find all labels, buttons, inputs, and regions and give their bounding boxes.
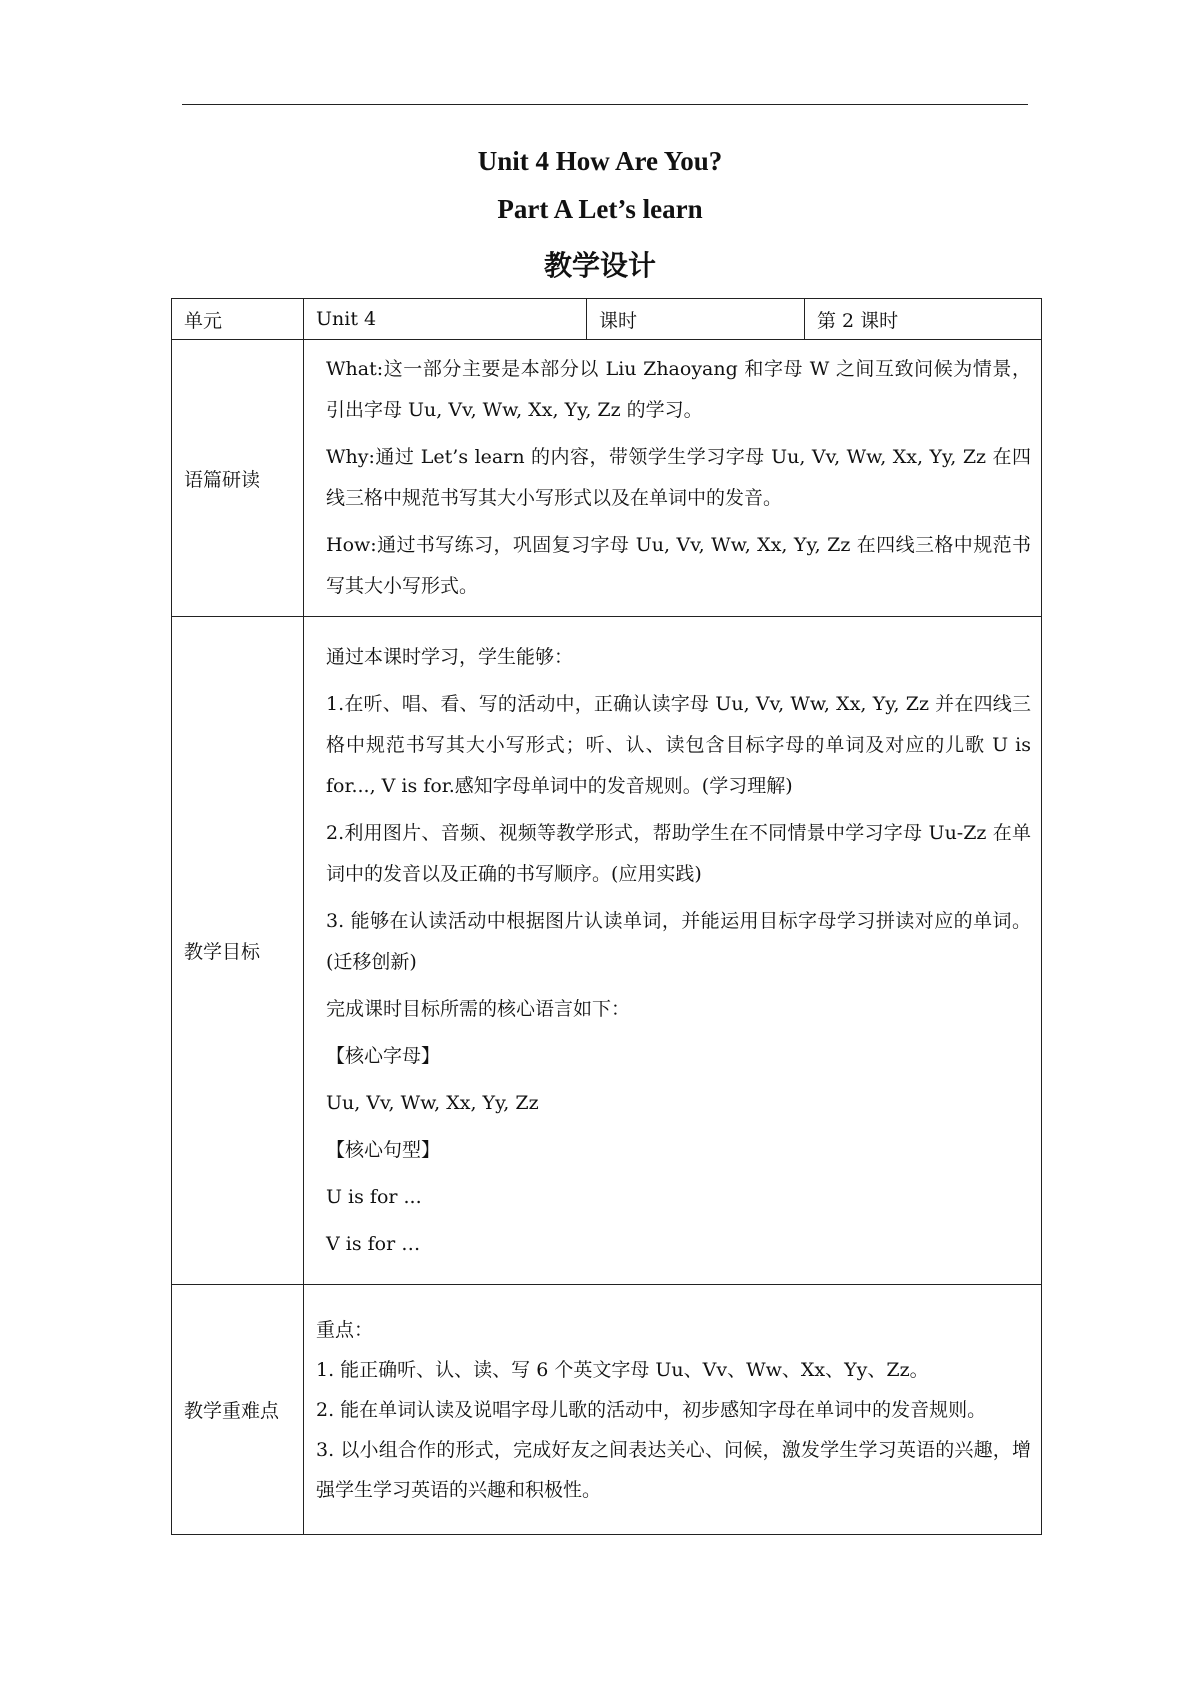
reading-label: 语篇研读	[172, 340, 304, 617]
core-letters-heading: 【核心字母】	[326, 1044, 441, 1067]
key-points-row	[172, 1285, 1042, 1535]
header-rule	[182, 104, 1028, 105]
objectives-content	[304, 617, 1042, 1285]
document-subtitle: Part A Let’s learn	[497, 194, 703, 224]
core-letters: Uu, Vv, Ww, Xx, Yy, Zz	[326, 1091, 539, 1114]
key-point-3: 3. 以小组合作的形式，完成好友之间表达关心、问候，激发学生学习英语的兴趣，增强学生学习英语的兴趣和积极性。	[316, 1438, 1031, 1501]
key-points-label: 教学重难点	[172, 1285, 304, 1535]
period-value: 第 2 课时	[805, 299, 1042, 340]
objectives-intro: 通过本课时学习，学生能够：	[326, 645, 574, 668]
core-sentences-heading: 【核心句型】	[326, 1138, 441, 1161]
document-heading: 教学设计	[543, 249, 656, 282]
unit-label: 单元	[172, 299, 304, 340]
objectives-label: 教学目标	[172, 617, 304, 1285]
key-points-heading: 重点：	[316, 1318, 374, 1341]
core-language-intro: 完成课时目标所需的核心语言如下：	[326, 997, 631, 1020]
key-points-content	[304, 1285, 1042, 1535]
reading-how: How:通过书写练习，巩固复习字母 Uu, Vv, Ww, Xx, Yy, Zz 在四线三格中规范书写其大小写形式。	[326, 534, 1031, 597]
header-row	[172, 299, 1042, 340]
objective-item-1: 1.在听、唱、看、写的活动中，正确认读字母 Uu, Vv, Ww, Xx, Yy, Zz 并在四线三格中规范书写其大小写形式；听、认、读包含目标字母的单词及对应的儿歌 U is for..., V is for.感知字母单词中的发音规则。(学习理解)	[326, 692, 1031, 797]
unit-value: Unit 4	[304, 299, 587, 340]
document-title: Unit 4 How Are You?	[477, 146, 723, 176]
core-sentence-1: U is for ...	[326, 1185, 422, 1208]
reading-content	[304, 340, 1042, 617]
objectives-row	[172, 617, 1042, 1285]
core-sentence-2: V is for …	[326, 1232, 421, 1255]
reading-why: Why:通过 Let’s learn 的内容，带领学生学习字母 Uu, Vv, Ww, Xx, Yy, Zz 在四线三格中规范书写其大小写形式以及在单词中的发音。	[326, 446, 1031, 509]
reading-row	[172, 340, 1042, 617]
lesson-plan-table	[171, 298, 1042, 1535]
objective-item-3: 3. 能够在认读活动中根据图片认读单词，并能运用目标字母学习拼读对应的单词。(迁移创新)	[326, 909, 1031, 973]
key-point-2: 2. 能在单词认读及说唱字母儿歌的活动中，初步感知字母在单词中的发音规则。	[316, 1398, 987, 1421]
objective-item-2: 2.利用图片、音频、视频等教学形式，帮助学生在不同情景中学习字母 Uu-Zz 在单词中的发音以及正确的书写顺序。(应用实践)	[326, 821, 1031, 885]
key-point-1: 1. 能正确听、认、读、写 6 个英文字母 Uu、Vv、Ww、Xx、Yy、Zz。	[316, 1358, 929, 1381]
period-label: 课时	[587, 299, 805, 340]
reading-what: What:这一部分主要是本部分以 Liu Zhaoyang 和字母 W 之间互致问候为情景，引出字母 Uu, Vv, Ww, Xx, Yy, Zz 的学习。	[326, 358, 1031, 421]
